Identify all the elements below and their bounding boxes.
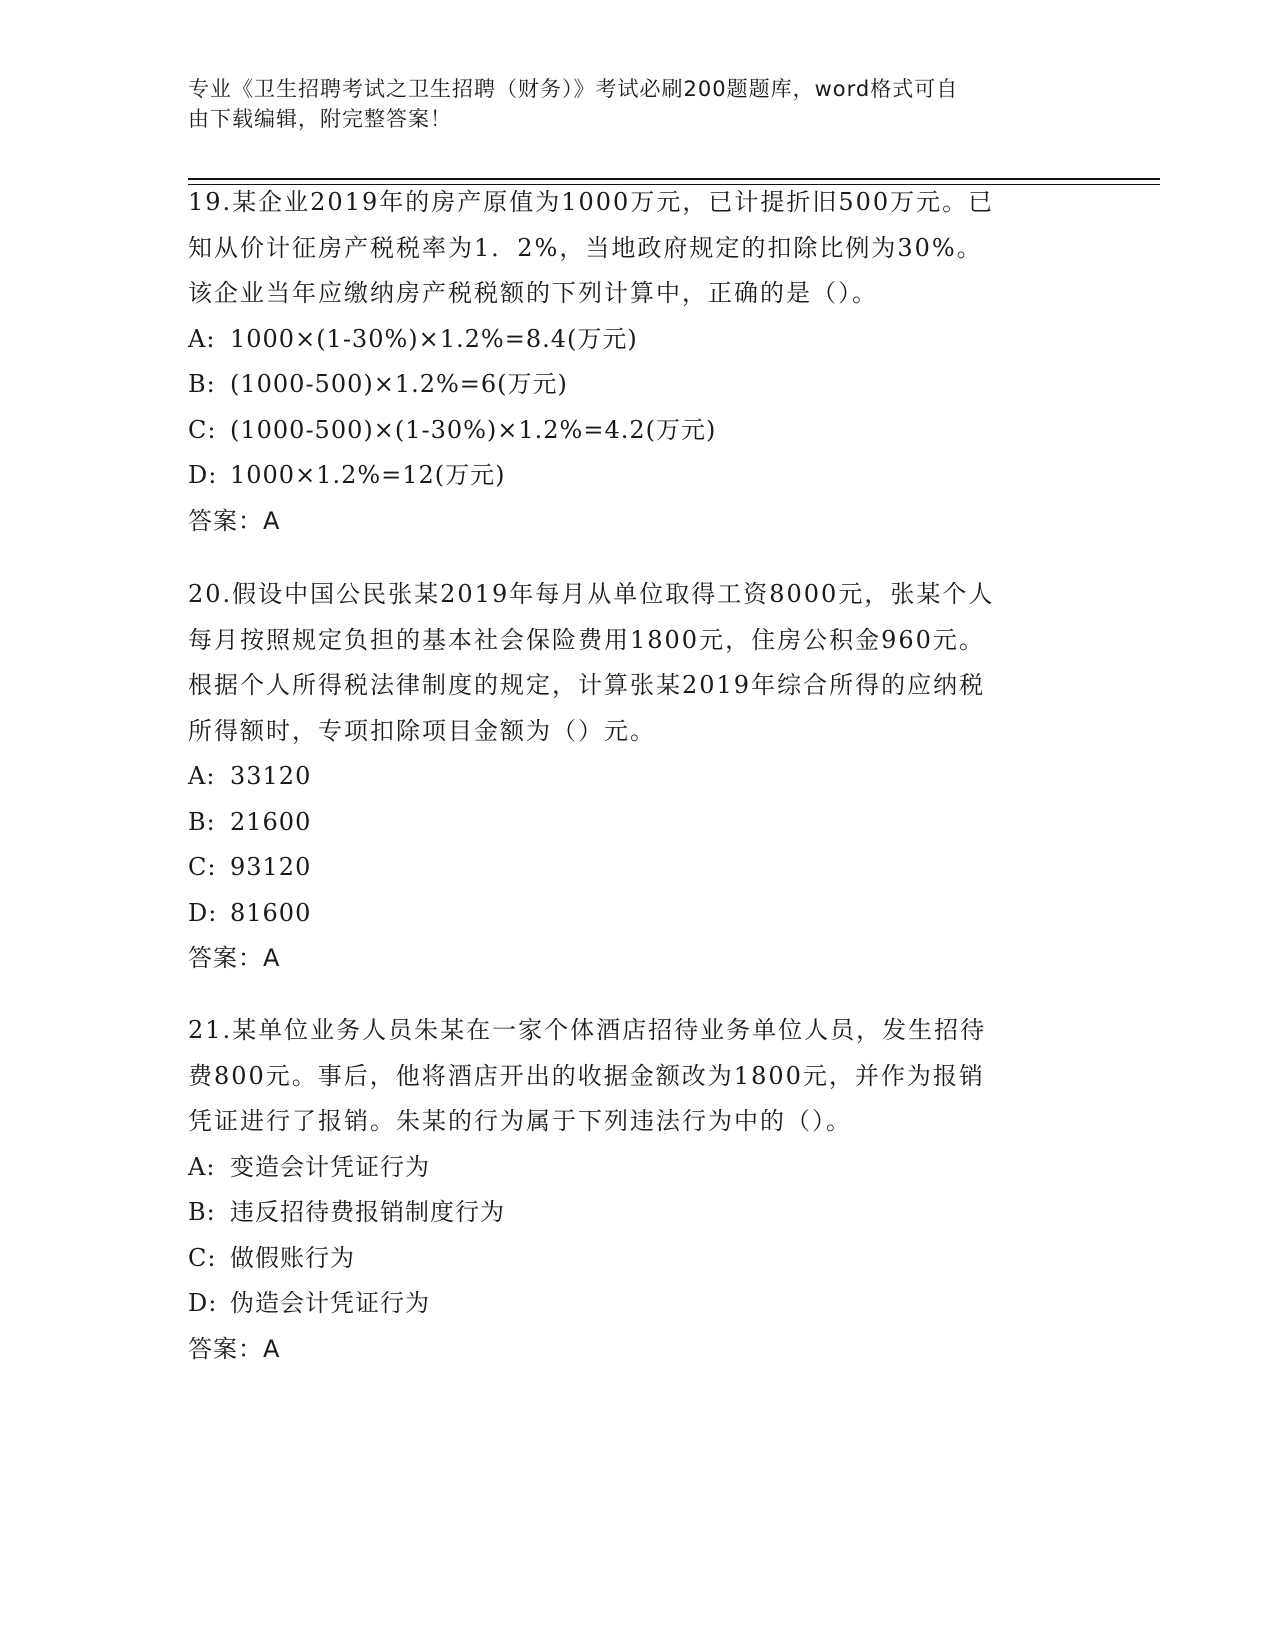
option-key: D: xyxy=(188,461,218,489)
header-line-1: 专业《卫生招聘考试之卫生招聘（财务）》考试必刷200题题库，word格式可自 xyxy=(188,77,959,101)
option-text: 变造会计凭证行为 xyxy=(230,1152,430,1181)
question-line: 该企业当年应缴纳房产税税额的下列计算中，正确的是（）。 xyxy=(188,279,878,307)
option-text: 做假账行为 xyxy=(230,1243,355,1272)
option-text: (1000-500)×(1-30%)×1.2%=4.2(万元) xyxy=(230,415,717,444)
option-key: A: xyxy=(188,1152,216,1181)
question-line: 所得额时，专项扣除项目金额为（）元。 xyxy=(188,716,656,745)
question-19 xyxy=(188,180,1088,544)
option-text: 违反招待费报销制度行为 xyxy=(230,1198,505,1226)
option-key: D: xyxy=(188,1289,218,1317)
option-b xyxy=(188,1190,1088,1236)
option-text: 1000×1.2%=12(万元) xyxy=(230,461,506,489)
option-key: C: xyxy=(188,1243,217,1272)
option-text: 33120 xyxy=(230,762,312,790)
answer-line: 答案：A xyxy=(188,1334,281,1363)
option-a xyxy=(188,754,1088,800)
option-b xyxy=(188,800,1088,846)
option-d xyxy=(188,891,1088,937)
option-text: 伪造会计凭证行为 xyxy=(230,1289,430,1317)
question-line: 20.假设中国公民张某2019年每月从单位取得工资8000元，张某个人 xyxy=(188,580,995,608)
option-text: 81600 xyxy=(230,898,312,927)
header-line-2: 由下载编辑，附完整答案！ xyxy=(188,107,452,131)
option-b xyxy=(188,362,1088,408)
option-text: 93120 xyxy=(230,853,312,881)
option-text: 21600 xyxy=(230,807,312,836)
option-key: A: xyxy=(188,762,216,790)
option-key: C: xyxy=(188,853,217,881)
option-text: (1000-500)×1.2%=6(万元) xyxy=(230,370,568,398)
question-line: 每月按照规定负担的基本社会保险费用1800元，住房公积金960元。 xyxy=(188,625,985,654)
question-line: 19.某企业2019年的房产原值为1000万元，已计提折旧500万元。已 xyxy=(188,188,995,216)
option-text: 1000×(1-30%)×1.2%=8.4(万元) xyxy=(230,324,638,353)
option-key: B: xyxy=(188,370,216,398)
answer-line: 答案：A xyxy=(188,944,281,972)
option-a xyxy=(188,1145,1088,1191)
option-key: D: xyxy=(188,898,218,927)
option-key: B: xyxy=(188,1198,216,1226)
question-line: 知从价计征房产税税率为1．2%，当地政府规定的扣除比例为30%。 xyxy=(188,233,983,262)
question-21 xyxy=(188,1008,1088,1372)
answer-line: 答案：A xyxy=(188,506,281,535)
question-line: 根据个人所得税法律制度的规定，计算张某2019年综合所得的应纳税 xyxy=(188,671,986,699)
question-line: 凭证进行了报销。朱某的行为属于下列违法行为中的（）。 xyxy=(188,1107,852,1135)
option-a xyxy=(188,317,1088,363)
option-c xyxy=(188,845,1088,891)
option-c xyxy=(188,408,1088,454)
option-d xyxy=(188,453,1088,499)
option-d xyxy=(188,1281,1088,1327)
option-c xyxy=(188,1236,1088,1282)
document-header xyxy=(188,74,1068,134)
option-key: C: xyxy=(188,415,217,444)
option-key: A: xyxy=(188,324,216,353)
question-line: 费800元。事后，他将酒店开出的收据金额改为1800元，并作为报销 xyxy=(188,1061,985,1090)
option-key: B: xyxy=(188,807,216,836)
question-line: 21.某单位业务人员朱某在一家个体酒店招待业务单位人员，发生招待 xyxy=(188,1016,987,1044)
question-20 xyxy=(188,572,1088,982)
